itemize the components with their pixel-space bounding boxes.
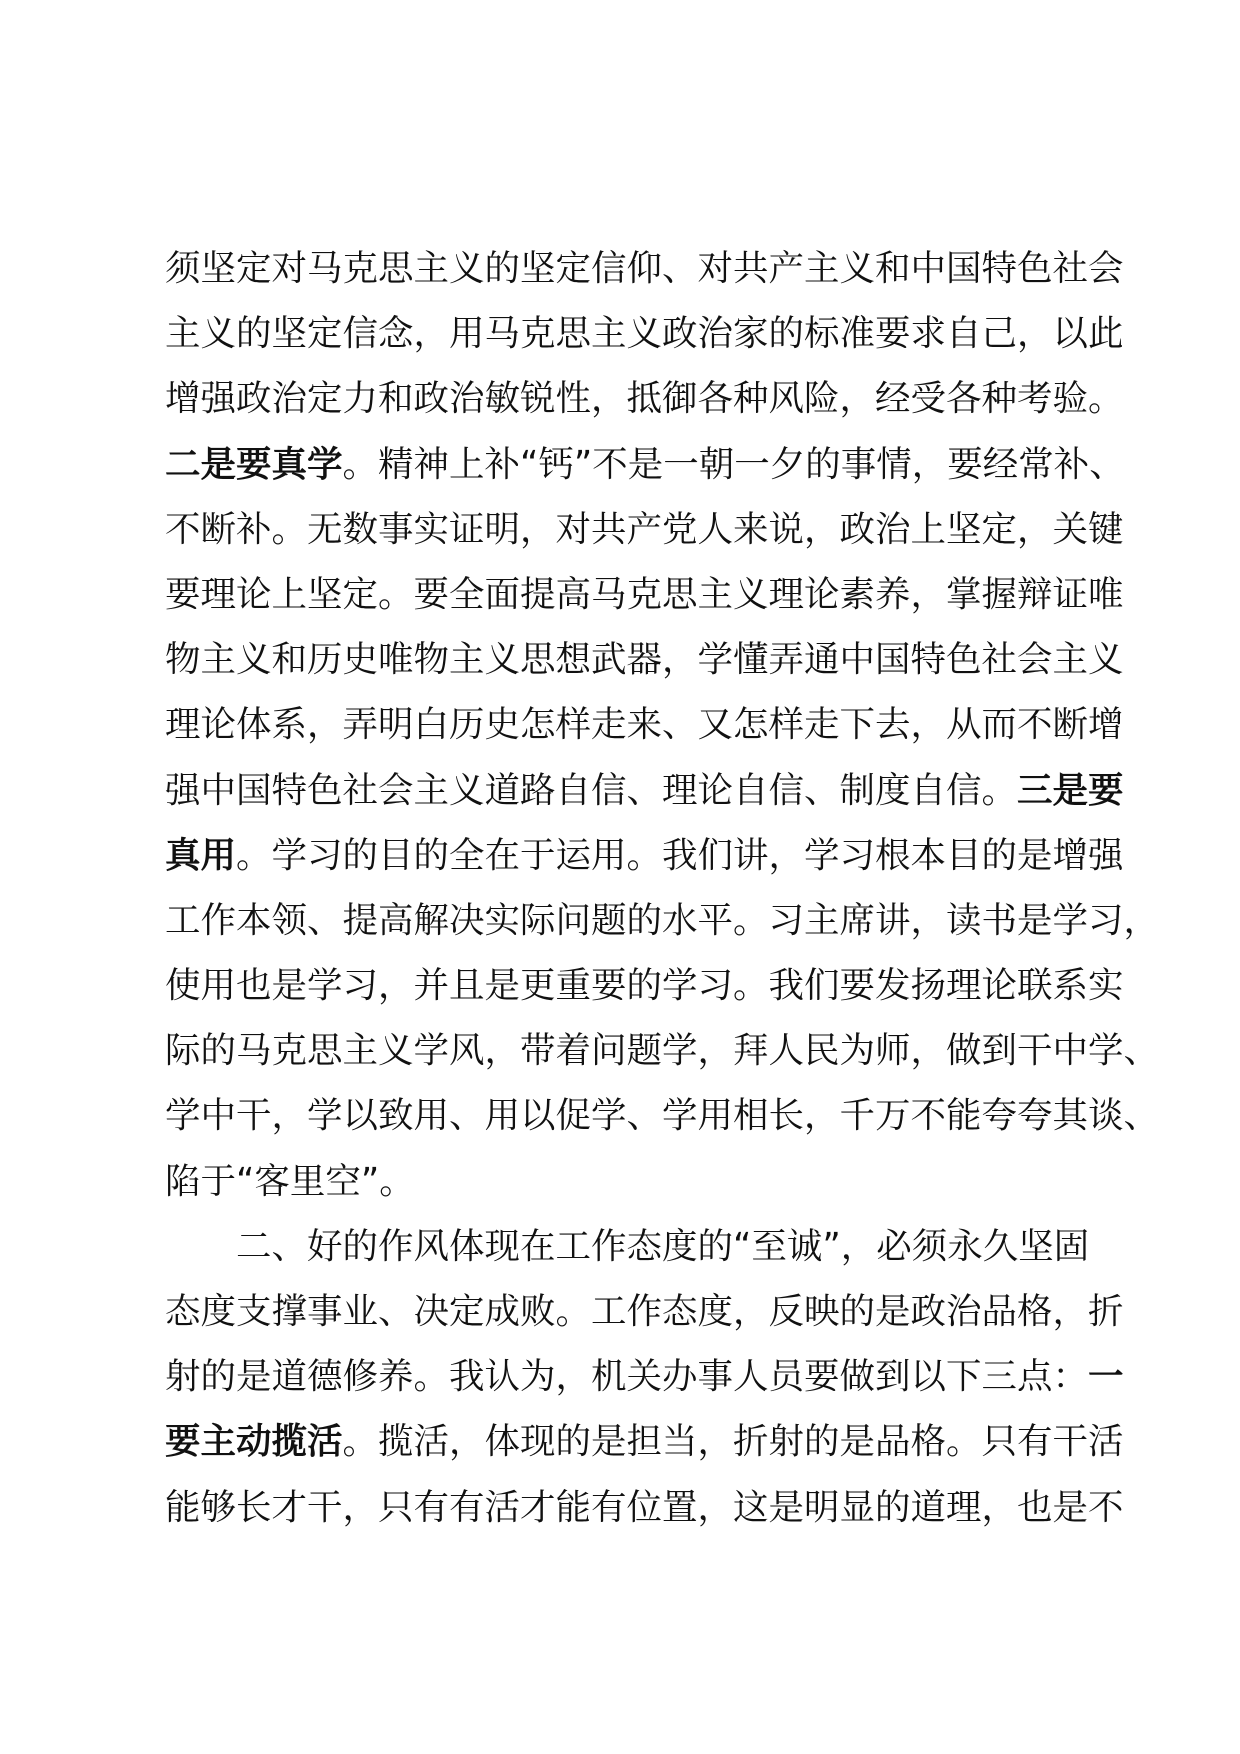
text-line: [165, 692, 1124, 757]
text-line: [165, 497, 1124, 562]
line-text: 能够长才干，只有有活才能有位置，这是明显的道理，也是不: [165, 1486, 1124, 1528]
section-heading: 二、好的作风体现在工作态度的“至诚”，必须永久坚固: [236, 1225, 1090, 1267]
text-line: [165, 432, 1125, 497]
text-line: [165, 1475, 1124, 1540]
text-line: [165, 823, 1124, 888]
bold-heading: 一: [1088, 1356, 1124, 1398]
section-heading-line: [165, 1214, 1115, 1279]
line-text: 态度支撑事业、决定成败。工作态度，反映的是政治品格，折: [165, 1291, 1124, 1332]
line-text: 陷于“客里空”。: [165, 1160, 415, 1202]
line-text: 增强政治定力和政治敏锐性，抵御各种风险，经受各种考验。: [165, 378, 1124, 420]
line-text: 。揽活，体现的是担当，折射的是品格。只有干活: [342, 1421, 1124, 1463]
line-text: 主义的坚定信念，用马克思主义政治家的标准要求自己，以此: [165, 313, 1124, 355]
line-text: 物主义和历史唯物主义思想武器，学懂弄通中国特色社会主义: [165, 639, 1124, 681]
bold-heading: 二是要真学: [165, 443, 343, 485]
body-text: [165, 236, 1160, 1540]
text-line: [165, 236, 1124, 301]
line-text: 射的是道德修养。我认为，机关办事人员要做到以下三点：: [165, 1356, 1089, 1398]
line-text: 须坚定对马克思主义的坚定信仰、对共产主义和中国特色社会: [165, 248, 1124, 289]
line-text: 不断补。无数事实证明，对共产党人来说，政治上坚定，关键: [165, 508, 1124, 550]
text-line: [165, 1279, 1124, 1344]
text-line: [165, 562, 1124, 627]
bold-heading: 要主动揽活: [165, 1421, 343, 1463]
text-line: [165, 888, 1160, 953]
line-text: 。学习的目的全在于运用。我们讲，学习根本目的是增强: [236, 834, 1124, 876]
line-text: 学中干，学以致用、用以促学、学用相长，千万不能夸夸其谈、: [165, 1095, 1160, 1137]
text-line: [165, 627, 1124, 692]
line-text: 强中国特色社会主义道路自信、理论自信、制度自信。: [165, 769, 1018, 811]
line-text: 使用也是学习，并且是更重要的学习。我们要发扬理论联系实: [165, 965, 1124, 1007]
line-text: 际的马克思主义学风，带着问题学，拜人民为师，做到干中学、: [165, 1030, 1160, 1072]
text-line: [165, 1083, 1160, 1148]
line-text: 理论体系，弄明白历史怎样走来、又怎样走下去，从而不断增: [165, 704, 1124, 746]
text-line: [165, 758, 1124, 823]
text-line: [165, 301, 1124, 366]
text-line: [165, 1149, 1115, 1214]
text-line: [165, 1409, 1124, 1474]
line-text: 。精神上补“钙”不是一朝一夕的事情，要经常补、: [342, 443, 1125, 485]
line-text: 工作本领、提高解决实际问题的水平。习主席讲，读书是学习，: [165, 899, 1160, 941]
line-text: 要理论上坚定。要全面提高马克思主义理论素养，掌握辩证唯: [165, 573, 1124, 615]
text-line: [165, 953, 1124, 1018]
text-line: [165, 1344, 1124, 1409]
bold-heading: 真用: [165, 834, 237, 876]
text-line: [165, 366, 1124, 431]
bold-heading: 三是要: [1017, 769, 1124, 811]
text-line: [165, 1018, 1160, 1083]
